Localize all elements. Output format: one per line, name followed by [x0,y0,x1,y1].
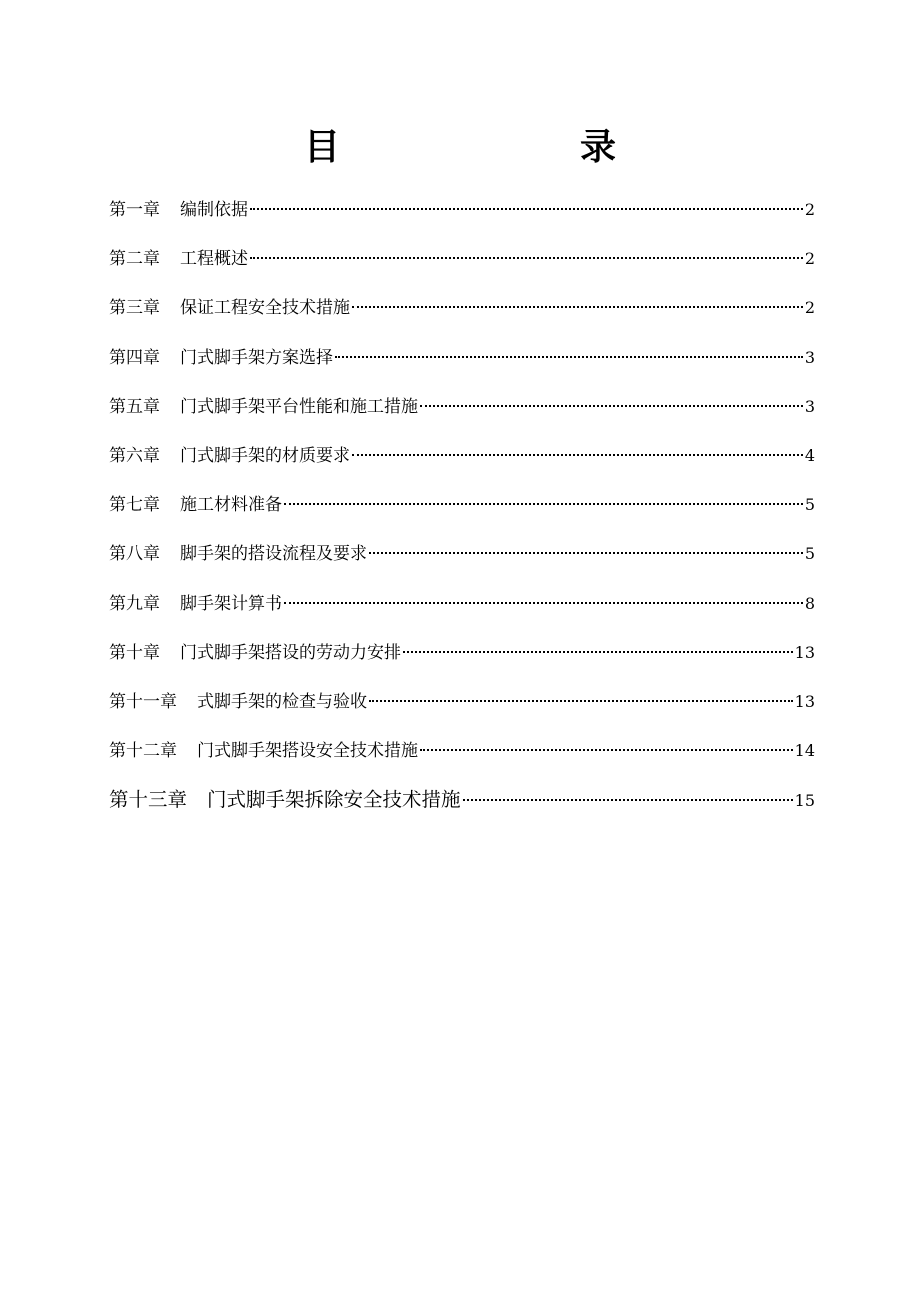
page-number: 15 [794,791,815,811]
dot-leader [369,700,793,702]
table-of-contents [109,198,815,837]
chapter-title: 脚手架的搭设流程及要求 [180,544,367,565]
chapter-number: 第十一章 [109,691,177,712]
dot-leader [463,799,793,801]
chapter-number: 第四章 [109,347,160,368]
toc-title: 目 录 [303,126,672,168]
page-number: 3 [804,347,815,367]
toc-entry-8[interactable] [109,542,815,591]
page-number: 5 [804,495,815,515]
toc-entry-12[interactable] [109,739,815,788]
chapter-number: 第八章 [109,544,160,565]
toc-entry-6[interactable] [109,444,815,493]
page-number: 5 [804,544,815,564]
chapter-title: 门式脚手架搭设安全技术措施 [197,741,418,762]
toc-entry-13[interactable] [109,788,815,837]
dot-leader [420,749,793,751]
dot-leader [284,602,803,604]
chapter-number: 第三章 [109,298,160,319]
chapter-title: 脚手架计算书 [180,593,282,614]
dot-leader [403,651,793,653]
chapter-number: 第九章 [109,593,160,614]
chapter-number: 第十二章 [109,741,177,762]
page-number: 3 [804,396,815,416]
chapter-title: 式脚手架的检查与验收 [197,691,367,712]
chapter-number: 第六章 [109,445,160,466]
toc-entry-11[interactable] [109,690,815,739]
chapter-title: 工程概述 [180,249,248,270]
page-number: 2 [804,200,815,219]
chapter-title: 门式脚手架的材质要求 [180,445,350,466]
chapter-number: 第二章 [109,249,160,270]
toc-entry-5[interactable] [109,395,815,444]
page-number: 14 [794,741,815,761]
toc-entry-3[interactable] [109,296,815,345]
toc-entry-7[interactable] [109,493,815,542]
page-number: 13 [794,642,815,662]
dot-leader [352,306,803,308]
page-number: 8 [804,593,815,613]
toc-entry-9[interactable] [109,592,815,641]
page-number: 13 [794,691,815,711]
chapter-number: 第五章 [109,396,160,417]
dot-leader [352,454,803,456]
page-number: 2 [804,298,815,318]
toc-entry-2[interactable] [109,247,815,296]
chapter-title: 保证工程安全技术措施 [180,298,350,319]
dot-leader [250,208,803,210]
chapter-number: 第十章 [109,642,160,663]
chapter-title: 门式脚手架平台性能和施工措施 [180,396,418,417]
chapter-number: 第一章 [109,200,160,220]
dot-leader [250,257,803,259]
dot-leader [420,405,803,407]
page-number: 4 [804,445,815,465]
toc-entry-1[interactable] [109,198,815,247]
chapter-title: 施工材料准备 [180,495,282,516]
dot-leader [369,552,803,554]
chapter-title: 门式脚手架拆除安全技术措施 [207,788,461,812]
chapter-title: 门式脚手架搭设的劳动力安排 [180,642,401,663]
toc-entry-4[interactable] [109,346,815,395]
chapter-title: 门式脚手架方案选择 [180,347,333,368]
dot-leader [335,356,803,358]
toc-entry-10[interactable] [109,641,815,690]
chapter-number: 第十三章 [109,788,188,812]
dot-leader [284,503,803,505]
page-number: 2 [804,249,815,269]
chapter-title: 编制依据 [180,200,248,220]
chapter-number: 第七章 [109,495,160,516]
